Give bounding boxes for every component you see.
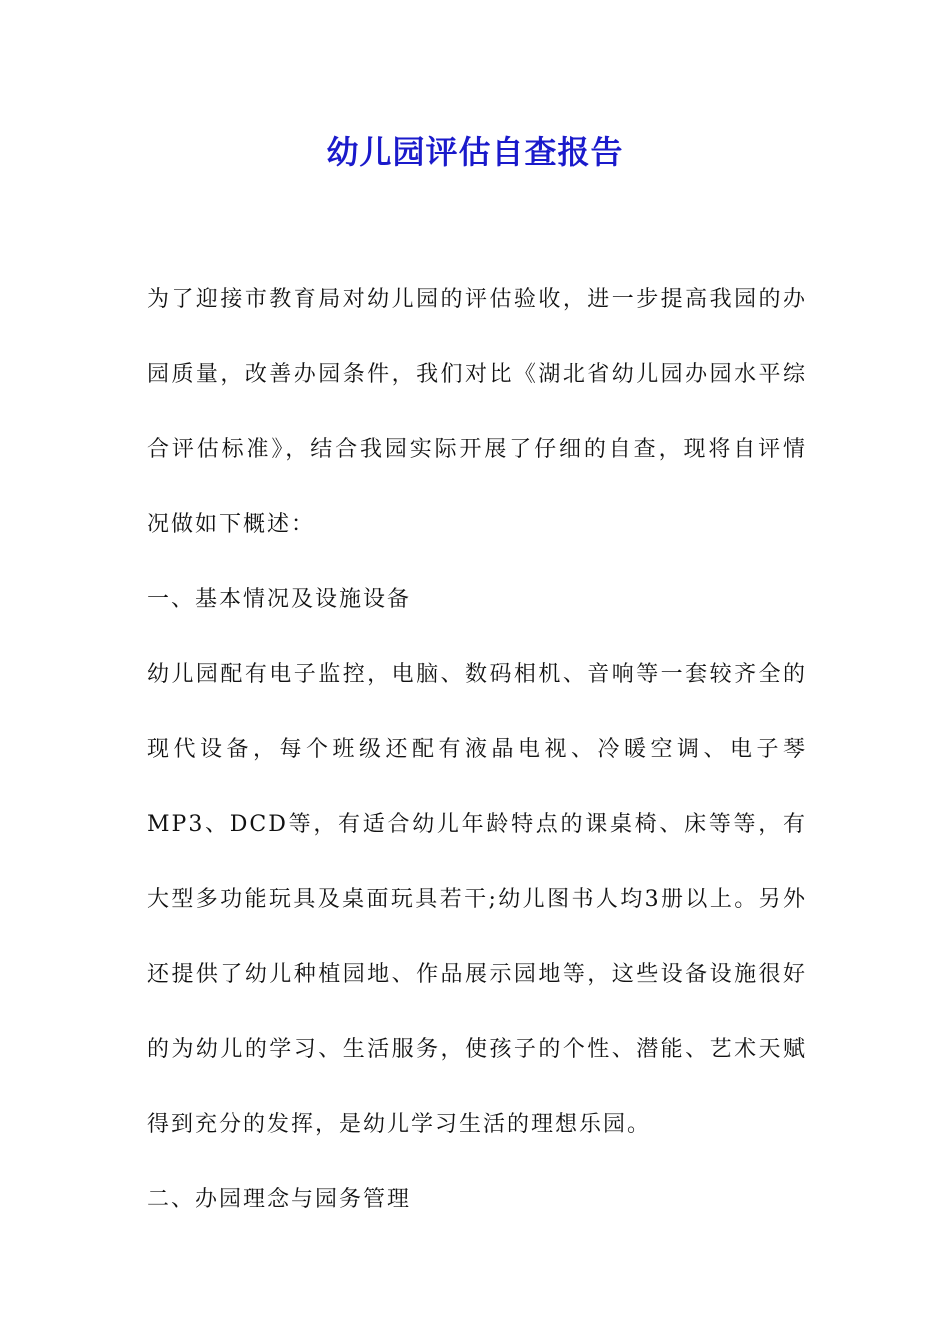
section-heading-2: 二、办园理念与园务管理 bbox=[147, 1187, 412, 1212]
section-heading-1: 一、基本情况及设施设备 bbox=[147, 587, 412, 612]
document-title: 幼儿园评估自查报告 bbox=[326, 133, 624, 171]
document-body bbox=[147, 262, 807, 1237]
paragraph-intro: 为了迎接市教育局对幼儿园的评估验收，进一步提高我园的办园质量，改善办园条件，我们对比《湖北省幼儿园办园水平综合评估标准》，结合我园实际开展了仔细的自查，现将自评情况做如下概述： bbox=[147, 287, 807, 537]
paragraph-facilities: 幼儿园配有电子监控，电脑、数码相机、音响等一套较齐全的现代设备，每个班级还配有液晶电视、冷暖空调、电子琴MP3、DCD等，有适合幼儿年龄特点的课桌椅、床等等，有大型多功能玩具及桌面玩具若干;幼儿图书人均3册以上。另外还提供了幼儿种植园地、作品展示园地等，这些设备设施很好的为幼儿的学习、生活服务，使孩子的个性、潜能、艺术天赋得到充分的发挥，是幼儿学习生活的理想乐园。 bbox=[147, 662, 807, 1137]
